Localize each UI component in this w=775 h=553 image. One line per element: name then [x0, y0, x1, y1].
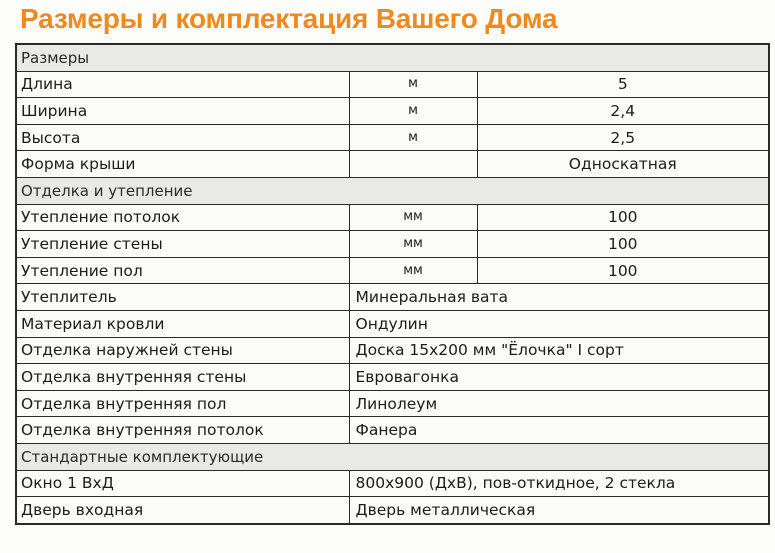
row-label: Отделка внутренняя стены — [16, 364, 349, 391]
table-row — [16, 310, 769, 337]
row-value: 100 — [477, 257, 769, 284]
row-label: Отделка внутренняя потолок — [16, 417, 349, 444]
row-unit: мм — [349, 257, 477, 284]
table-row — [16, 470, 769, 497]
row-label: Утеплитель — [16, 284, 349, 311]
row-label: Материал кровли — [16, 310, 349, 337]
row-unit: м — [349, 98, 477, 125]
row-value: 2,5 — [477, 124, 769, 151]
row-label: Дверь входная — [16, 497, 349, 524]
table-row — [16, 257, 769, 284]
row-value: 5 — [477, 71, 769, 98]
row-value: Дверь металлическая — [349, 497, 769, 524]
row-unit: мм — [349, 204, 477, 231]
table-row — [16, 417, 769, 444]
section-header-row — [16, 44, 769, 71]
row-unit: м — [349, 124, 477, 151]
table-row — [16, 71, 769, 98]
row-unit — [349, 151, 477, 178]
row-value: Односкатная — [477, 151, 769, 178]
row-value: Доска 15х200 мм "Ёлочка" I сорт — [349, 337, 769, 364]
section-title-components: Стандартные комплектующие — [16, 443, 769, 470]
row-label: Отделка внутренняя пол — [16, 390, 349, 417]
section-header-row — [16, 177, 769, 204]
row-unit: м — [349, 71, 477, 98]
table-row — [16, 98, 769, 125]
row-label: Утепление пол — [16, 257, 349, 284]
table-row — [16, 124, 769, 151]
table-row — [16, 284, 769, 311]
row-value: 100 — [477, 204, 769, 231]
row-label: Утепление стены — [16, 231, 349, 258]
row-value: Фанера — [349, 417, 769, 444]
row-value: Евровагонка — [349, 364, 769, 391]
row-value: Ондулин — [349, 310, 769, 337]
table-row — [16, 364, 769, 391]
row-label: Окно 1 ВхД — [16, 470, 349, 497]
table-row — [16, 337, 769, 364]
specifications-table — [15, 43, 770, 525]
row-unit: мм — [349, 231, 477, 258]
row-label: Высота — [16, 124, 349, 151]
row-value: 800х900 (ДхВ), пов-откидное, 2 стекла — [349, 470, 769, 497]
row-value: 100 — [477, 231, 769, 258]
table-row — [16, 390, 769, 417]
row-label: Длина — [16, 71, 349, 98]
row-label: Отделка наружней стены — [16, 337, 349, 364]
row-label: Форма крыши — [16, 151, 349, 178]
section-title-dimensions: Размеры — [16, 44, 769, 71]
section-header-row — [16, 443, 769, 470]
row-label: Утепление потолок — [16, 204, 349, 231]
row-value: Линолеум — [349, 390, 769, 417]
row-value: Минеральная вата — [349, 284, 769, 311]
table-row — [16, 204, 769, 231]
table-row — [16, 231, 769, 258]
section-title-finishing: Отделка и утепление — [16, 177, 769, 204]
page-title: Размеры и комплектация Вашего Дома — [20, 3, 558, 34]
row-label: Ширина — [16, 98, 349, 125]
table-row — [16, 151, 769, 178]
row-value: 2,4 — [477, 98, 769, 125]
table-row — [16, 497, 769, 524]
